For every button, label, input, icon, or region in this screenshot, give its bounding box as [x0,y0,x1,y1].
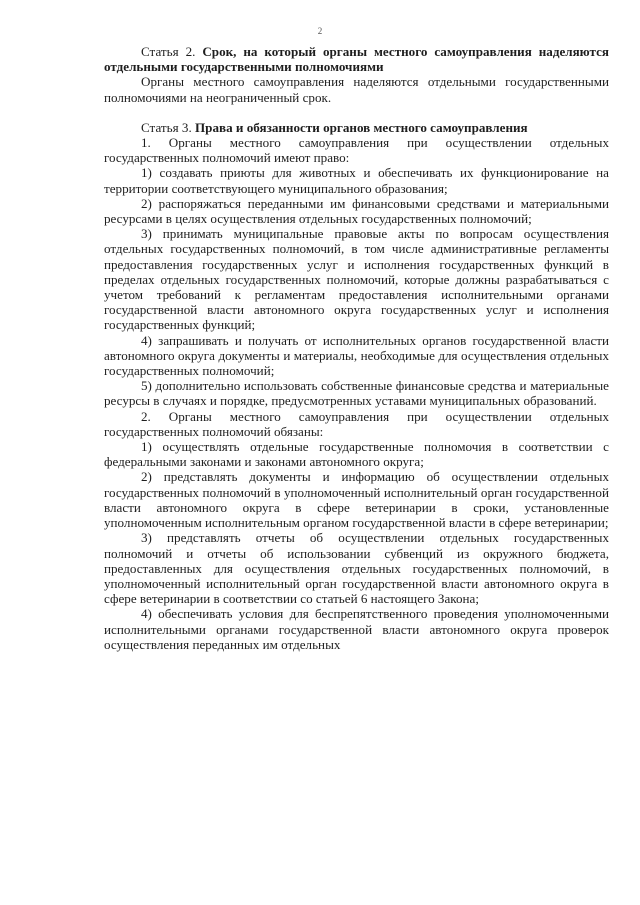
list-item: 5) дополнительно использовать собственные финансовые средства и материальные ресурсы в случаях и порядке, предусмотренных уставами муниципальных образований. [104,378,609,409]
list-item: 3) представлять отчеты об осуществлении отдельных государственных полномочий и отчеты об использовании субвенций из окружного бюджета, предоставленных для осуществления отдельных государственных полномочий, в уполномоченный исполнительный орган государственной власти автономного округа в сфере ветеринарии в соответствии со статьей 6 настоящего Закона; [104,530,609,607]
list-item: 4) обеспечивать условия для беспрепятственного проведения уполномоченными исполнительными органами государственной власти автономного округа проверок осуществления переданных им отдельных [104,606,609,652]
document-body [104,44,609,652]
list-item: 4) запрашивать и получать от исполнительных органов государственной власти автономного округа документы и материалы, необходимые для осуществления отдельных государственных полномочий; [104,332,609,379]
article-2-heading [104,44,609,74]
list-item: 1) создавать приюты для животных и обеспечивать их функционирование на территории соответствующего муниципального образования; [104,165,609,196]
paragraph: Органы местного самоуправления наделяются отдельными государственными полномочиями на неограниченный срок. [104,74,609,105]
article-label: Статья 2. [141,44,203,59]
list-item: 2) распоряжаться переданными им финансовыми средствами и материальными ресурсами в целях осуществления отдельных государственных полномочий; [104,195,609,227]
article-title: Права и обязанности органов местного самоуправления [195,119,528,135]
article-title: Срок, на который органы местного самоуправления наделяются отдельными государственными полномочиями [104,44,610,75]
list-item: 1) осуществлять отдельные государственные полномочия в соответствии с федеральными законами и законами автономного округа; [104,439,609,470]
list-item: 3) принимать муниципальные правовые акты по вопросам осуществления отдельных государственных полномочий, в том числе административные регламенты предоставления государственных услуг и исполнения государственных функций в пределах отдельных государственных полномочий, которые должны разрабатываться с учетом требований к регламентам предоставления исполнительными органами государственной власти автономного округа государственных услуг и исполнения государственных функций; [104,226,609,333]
list-item: 2) представлять документы и информацию об осуществлении отдельных государственных полномочий в уполномоченный исполнительный орган государственной власти автономного округа в сфере ветеринарии в сроки, установленные уполномоченным исполнительным органом государственной власти в сфере ветеринарии; [104,469,609,531]
paragraph: 2. Органы местного самоуправления при осуществлении отдельных государственных полномочий обязаны: [104,408,609,439]
page-number: 2 [317,26,323,36]
article-label: Статья 3. [141,119,195,135]
article-3-heading [104,120,609,135]
paragraph: 1. Органы местного самоуправления при осуществлении отдельных государственных полномочий имеют право: [104,135,609,166]
